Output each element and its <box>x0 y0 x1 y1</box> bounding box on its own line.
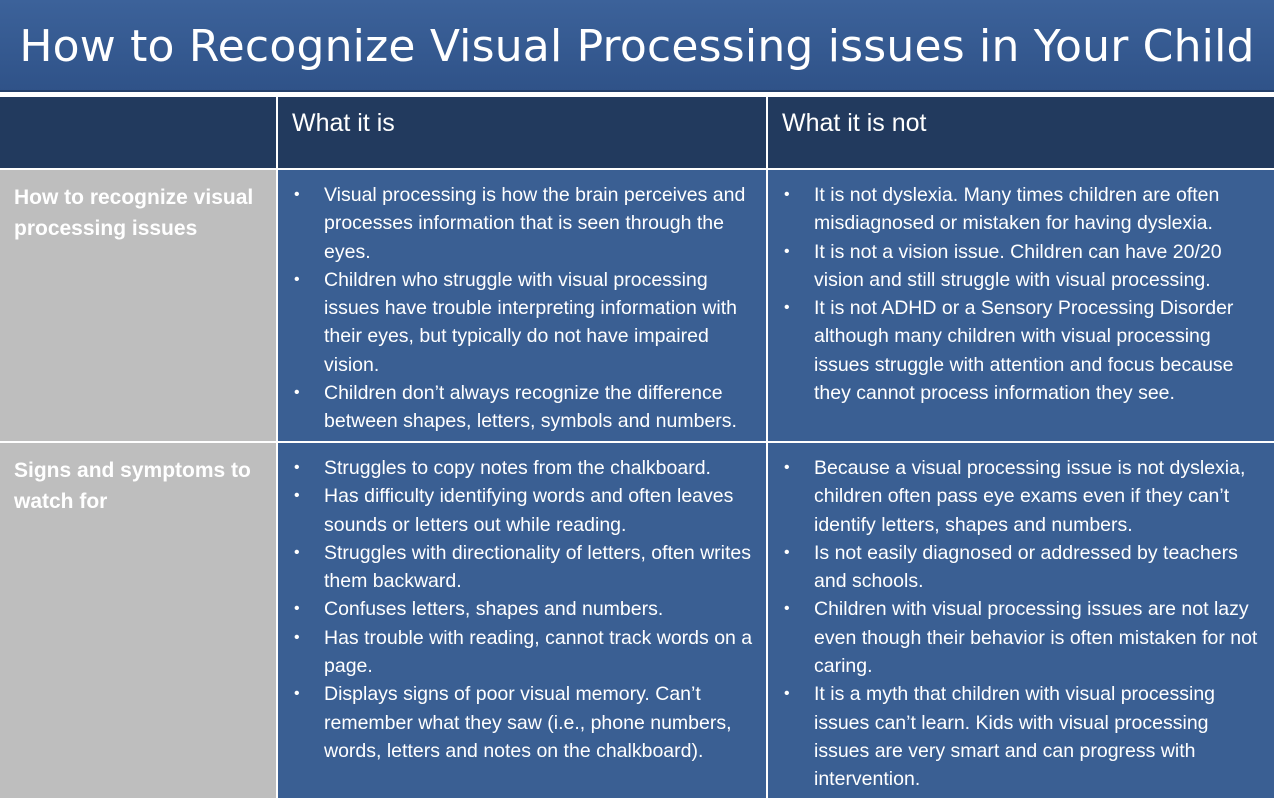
list-item: • Has difficulty identifying words and often leaves sounds or letters out while reading. <box>288 482 756 539</box>
list-item: • Children with visual processing issues are not lazy even though their behavior is often mistaken for not caring. <box>778 595 1264 680</box>
list-item: • Displays signs of poor visual memory. Can’t remember what they saw (i.e., phone numbers, words, letters and notes on the chalkboard). <box>288 680 756 765</box>
cell-signs-what-it-is <box>278 443 768 800</box>
list-item: • Struggles with directionality of letters, often writes them backward. <box>288 539 756 596</box>
cell-signs-what-it-is-not <box>768 443 1274 800</box>
list-item: • Confuses letters, shapes and numbers. <box>288 595 756 623</box>
list-item: • Visual processing is how the brain perceives and processes information that is seen through the eyes. <box>288 181 756 266</box>
bullet-list <box>778 454 1264 794</box>
list-item: • It is not dyslexia. Many times children are often misdiagnosed or mistaken for having dyslexia. <box>778 181 1264 238</box>
page-title: How to Recognize Visual Processing issues in Your Child <box>19 20 1255 72</box>
list-item: • It is not ADHD or a Sensory Processing Disorder although many children with visual processing issues struggle with attention and focus because they cannot process information they see. <box>778 294 1264 407</box>
header-corner <box>0 97 278 170</box>
row-header-recognize: How to recognize visual processing issues <box>0 170 278 443</box>
cell-recognize-what-it-is-not <box>768 170 1274 443</box>
column-header-what-it-is: What it is <box>278 97 768 170</box>
list-item: • It is a myth that children with visual processing issues can’t learn. Kids with visual processing issues are very smart and can progress with intervention. <box>778 680 1264 793</box>
bullet-list <box>778 181 1264 407</box>
title-banner <box>0 0 1274 92</box>
row-header-signs: Signs and symptoms to watch for <box>0 443 278 800</box>
list-item: • It is not a vision issue. Children can have 20/20 vision and still struggle with visual processing. <box>778 238 1264 295</box>
list-item: • Children don’t always recognize the difference between shapes, letters, symbols and numbers. <box>288 379 756 436</box>
comparison-table <box>0 97 1274 800</box>
bullet-list <box>288 181 756 436</box>
list-item: • Because a visual processing issue is not dyslexia, children often pass eye exams even if they can’t identify letters, shapes and numbers. <box>778 454 1264 539</box>
list-item: • Is not easily diagnosed or addressed by teachers and schools. <box>778 539 1264 596</box>
list-item: • Has trouble with reading, cannot track words on a page. <box>288 624 756 681</box>
list-item: • Struggles to copy notes from the chalkboard. <box>288 454 756 482</box>
list-item: • Children who struggle with visual processing issues have trouble interpreting information with their eyes, but typically do not have impaired vision. <box>288 266 756 379</box>
bullet-list <box>288 454 756 765</box>
column-header-what-it-is-not: What it is not <box>768 97 1274 170</box>
cell-recognize-what-it-is <box>278 170 768 443</box>
